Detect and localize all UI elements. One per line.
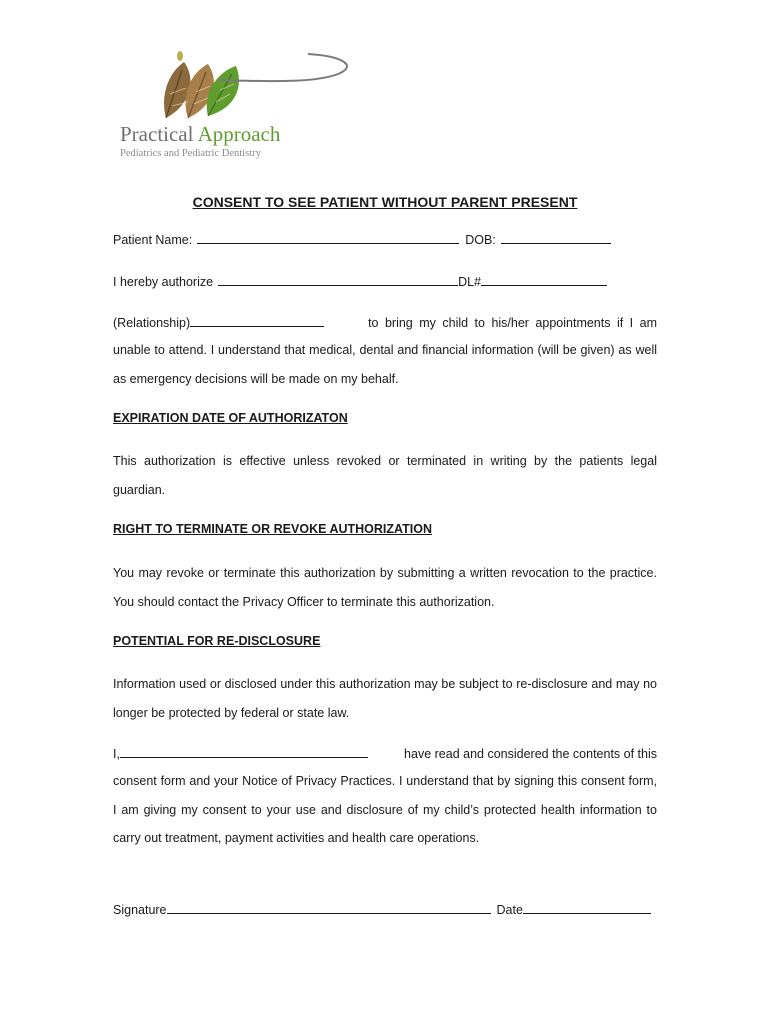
- dl-label: DL#: [458, 275, 481, 289]
- revoke-paragraph: You may revoke or terminate this authorization by submitting a written revocation to the practice. You should contact the Privacy Officer to terminate this authorization.: [113, 566, 657, 609]
- relationship-text: to bring my child to his/her appointments if I am: [368, 316, 657, 330]
- acknowledgement-text: have read and considered the contents of this: [404, 747, 657, 761]
- i-label: I,: [113, 747, 120, 761]
- acknowledgement-name-group: [113, 743, 368, 764]
- page-title: CONSENT TO SEE PATIENT WITHOUT PARENT PRESENT: [192, 194, 578, 210]
- expiration-paragraph: This authorization is effective unless revoked or terminated in writing by the patients legal guardian.: [113, 454, 657, 497]
- dob-label: DOB:: [465, 233, 496, 247]
- signature-row: [113, 899, 657, 919]
- dl-number-field[interactable]: [481, 271, 607, 286]
- expiration-heading: EXPIRATION DATE OF AUTHORIZATON: [113, 411, 348, 425]
- date-field[interactable]: [523, 899, 651, 914]
- acknowledgement-paragraph: consent form and your Notice of Privacy Practices. I understand that by signing this consent form, I am giving my consent to your use and disclosure of my child’s protected health information to carry out treatment, payment activities and health care operations.: [113, 774, 657, 845]
- authorized-person-field[interactable]: [218, 271, 458, 286]
- brand-name-approach: Approach: [197, 122, 281, 146]
- relationship-row: [113, 312, 657, 332]
- acknowledging-name-field[interactable]: [120, 743, 368, 758]
- authorization-paragraph: unable to attend. I understand that medical, dental and financial information (will be given) as well as emergency decisions will be made on my behalf.: [113, 343, 657, 386]
- redisclosure-heading: POTENTIAL FOR RE-DISCLOSURE: [113, 634, 321, 648]
- relationship-group: [113, 312, 324, 333]
- swoosh-icon: [158, 48, 358, 88]
- relationship-field[interactable]: [190, 312, 324, 327]
- patient-name-label: Patient Name:: [113, 233, 193, 247]
- brand-tagline: Pediatrics and Pediatric Dentistry: [120, 148, 261, 159]
- patient-name-field[interactable]: [197, 229, 459, 244]
- dob-field[interactable]: [501, 229, 611, 244]
- revoke-heading: RIGHT TO TERMINATE OR REVOKE AUTHORIZATION: [113, 522, 432, 536]
- brand-name: [120, 122, 280, 147]
- patient-info-row: [113, 229, 657, 249]
- date-label: Date: [496, 903, 523, 917]
- brand-name-practical: Practical: [120, 122, 198, 146]
- redisclosure-paragraph: Information used or disclosed under this authorization may be subject to re-disclosure and may no longer be protected by federal or state law.: [113, 677, 657, 720]
- practice-logo: [110, 48, 310, 166]
- signature-label: Signature: [113, 903, 167, 917]
- acknowledgement-row: [113, 743, 657, 763]
- authorize-label: I hereby authorize: [113, 275, 214, 289]
- relationship-label: (Relationship): [113, 316, 191, 330]
- signature-field[interactable]: [167, 899, 491, 914]
- authorize-row: [113, 271, 657, 291]
